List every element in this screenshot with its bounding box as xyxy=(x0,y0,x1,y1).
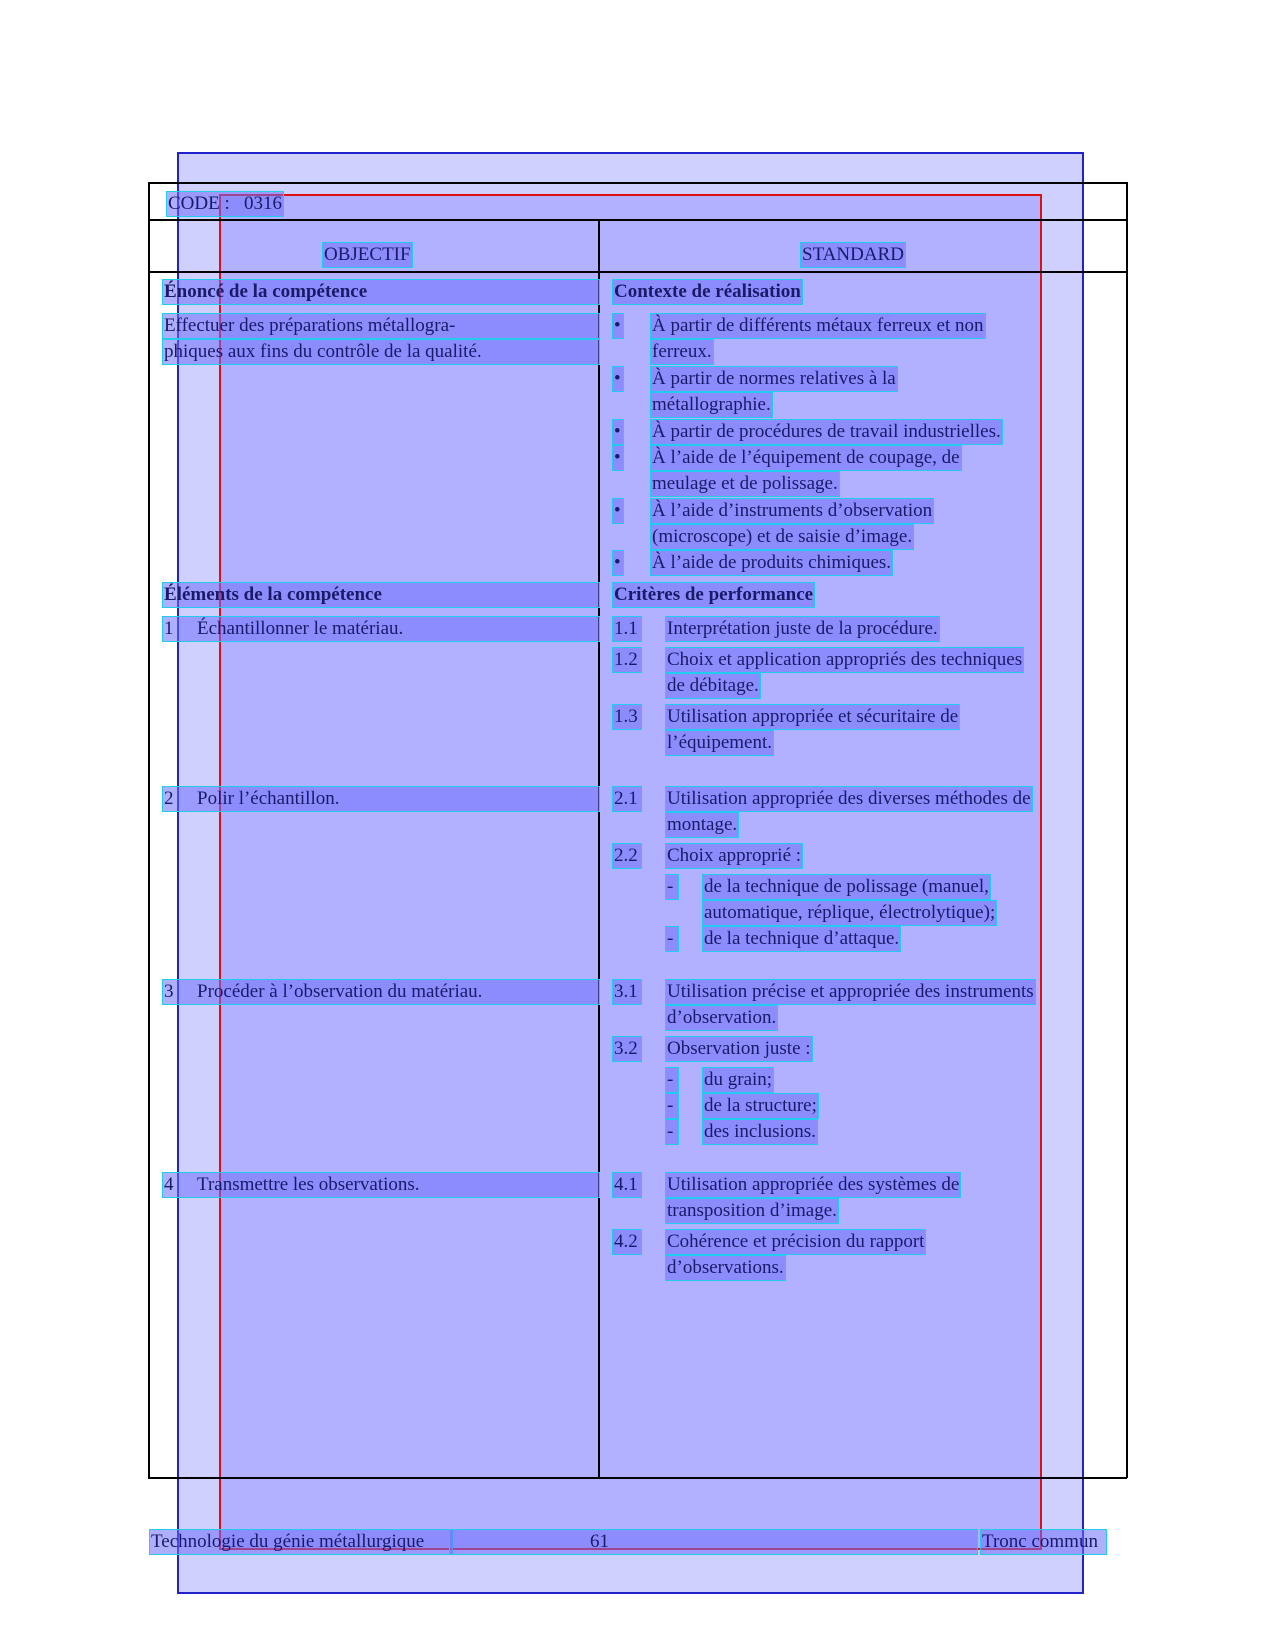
heading-contexte: Contexte de réalisation xyxy=(614,281,801,302)
sub-3-2-line-2: de la structure; xyxy=(704,1095,817,1116)
frame-left-line xyxy=(148,182,150,1478)
column-heading-standard: STANDARD xyxy=(802,244,904,265)
context-line-2: ferreux. xyxy=(652,341,712,362)
dash: - xyxy=(666,1068,678,1092)
element-text: Polir l’échantillon. xyxy=(197,788,340,809)
element-item-2 xyxy=(163,787,599,811)
context-line-4: métallographie. xyxy=(652,394,771,415)
criterion-2-2-line-1: Choix approprié : xyxy=(667,845,802,866)
criterion-number: 2.1 xyxy=(613,787,641,811)
criterion-4-2-line-1: Cohérence et précision du rapport xyxy=(667,1231,925,1252)
frame-right-line xyxy=(1126,182,1128,1478)
element-number: 1 xyxy=(164,618,174,639)
criterion-number: 4.1 xyxy=(613,1173,641,1197)
statement-line-2: phiques aux fins du contrôle de la qualité. xyxy=(163,340,599,364)
sub-3-2-line-1: du grain; xyxy=(704,1069,773,1090)
column-heading-objectif: OBJECTIF xyxy=(324,244,411,265)
frame-top-line xyxy=(148,182,1127,184)
criterion-number: 1.2 xyxy=(613,648,641,672)
header-divider-line xyxy=(148,219,1127,221)
statement-line-1: Effectuer des préparations métallogra- xyxy=(163,314,599,338)
footer-title: Technologie du génie métallurgique xyxy=(150,1530,452,1554)
criterion-1-2-line-1: Choix et application appropriés des techniques xyxy=(667,649,1023,670)
criterion-4-1-line-1: Utilisation appropriée des systèmes de xyxy=(667,1174,960,1195)
criterion-4-2-line-2: d’observations. xyxy=(667,1257,784,1278)
dash: - xyxy=(666,1120,678,1144)
criterion-3-2-line-1: Observation juste : xyxy=(667,1038,811,1059)
criterion-number: 3.2 xyxy=(613,1037,641,1061)
criterion-1-3-line-2: l’équipement. xyxy=(667,732,772,753)
dash: - xyxy=(666,927,678,951)
heading-enonce: Énoncé de la compétence xyxy=(163,280,599,304)
inner-overlay-box xyxy=(219,194,1042,1550)
criterion-number: 4.2 xyxy=(613,1230,641,1254)
frame-bottom-line xyxy=(148,1477,1127,1479)
element-number: 4 xyxy=(164,1174,174,1195)
criterion-1-3-line-1: Utilisation appropriée et sécuritaire de xyxy=(667,706,959,727)
criterion-2-1-line-2: montage. xyxy=(667,814,738,835)
bullet: • xyxy=(613,420,623,444)
element-item-4 xyxy=(163,1173,599,1197)
bullet: • xyxy=(613,551,623,575)
column-separator-line xyxy=(598,221,600,1477)
bullet: • xyxy=(613,499,623,523)
context-line-10: À l’aide de produits chimiques. xyxy=(652,552,892,573)
sub-2-2-line-1: de la technique de polissage (manuel, xyxy=(704,876,989,897)
code-label: CODE : xyxy=(168,193,230,214)
criterion-1-1-line-1: Interprétation juste de la procédure. xyxy=(667,618,938,639)
code-value: 0316 xyxy=(244,193,282,214)
code-field xyxy=(167,192,283,216)
element-text: Procéder à l’observation du matériau. xyxy=(197,981,483,1002)
criterion-number: 1.1 xyxy=(613,617,641,641)
criterion-number: 1.3 xyxy=(613,705,641,729)
context-line-5: À partir de procédures de travail industrielles. xyxy=(652,421,1001,442)
element-item-3 xyxy=(163,980,599,1004)
page-number: 61 xyxy=(590,1531,609,1552)
sub-3-2-line-3: des inclusions. xyxy=(704,1121,816,1142)
element-number: 2 xyxy=(164,788,174,809)
context-line-7: meulage et de polissage. xyxy=(652,473,838,494)
sub-2-2-line-3: de la technique d’attaque. xyxy=(704,928,900,949)
element-item-1 xyxy=(163,617,599,641)
columns-divider-line xyxy=(148,271,1127,273)
element-text: Transmettre les observations. xyxy=(197,1174,420,1195)
footer-right: Tronc commun xyxy=(981,1530,1106,1554)
criterion-4-1-line-2: transposition d’image. xyxy=(667,1200,837,1221)
dash: - xyxy=(666,1094,678,1118)
context-line-6: À l’aide de l’équipement de coupage, de xyxy=(652,447,960,468)
heading-elements: Éléments de la compétence xyxy=(163,583,599,607)
element-number: 3 xyxy=(164,981,174,1002)
context-line-9: (microscope) et de saisie d’image. xyxy=(652,526,913,547)
dash: - xyxy=(666,875,678,899)
criterion-number: 3.1 xyxy=(613,980,641,1004)
sub-2-2-line-2: automatique, réplique, électrolytique); xyxy=(704,902,996,923)
context-line-3: À partir de normes relatives à la xyxy=(652,368,896,389)
criterion-3-1-line-2: d’observation. xyxy=(667,1007,777,1028)
element-text: Échantillonner le matériau. xyxy=(197,618,404,639)
criterion-3-1-line-1: Utilisation précise et appropriée des instruments xyxy=(667,981,1034,1002)
context-line-8: À l’aide d’instruments d’observation xyxy=(652,500,933,521)
criterion-1-2-line-2: de débitage. xyxy=(667,675,759,696)
bullet: • xyxy=(613,446,623,470)
footer-page-number xyxy=(450,1530,977,1554)
heading-criteres: Critères de performance xyxy=(614,584,814,605)
bullet: • xyxy=(613,367,623,391)
bullet: • xyxy=(613,314,623,338)
criterion-2-1-line-1: Utilisation appropriée des diverses méthodes de xyxy=(667,788,1031,809)
context-line-1: À partir de différents métaux ferreux et non xyxy=(652,315,984,336)
criterion-number: 2.2 xyxy=(613,844,641,868)
